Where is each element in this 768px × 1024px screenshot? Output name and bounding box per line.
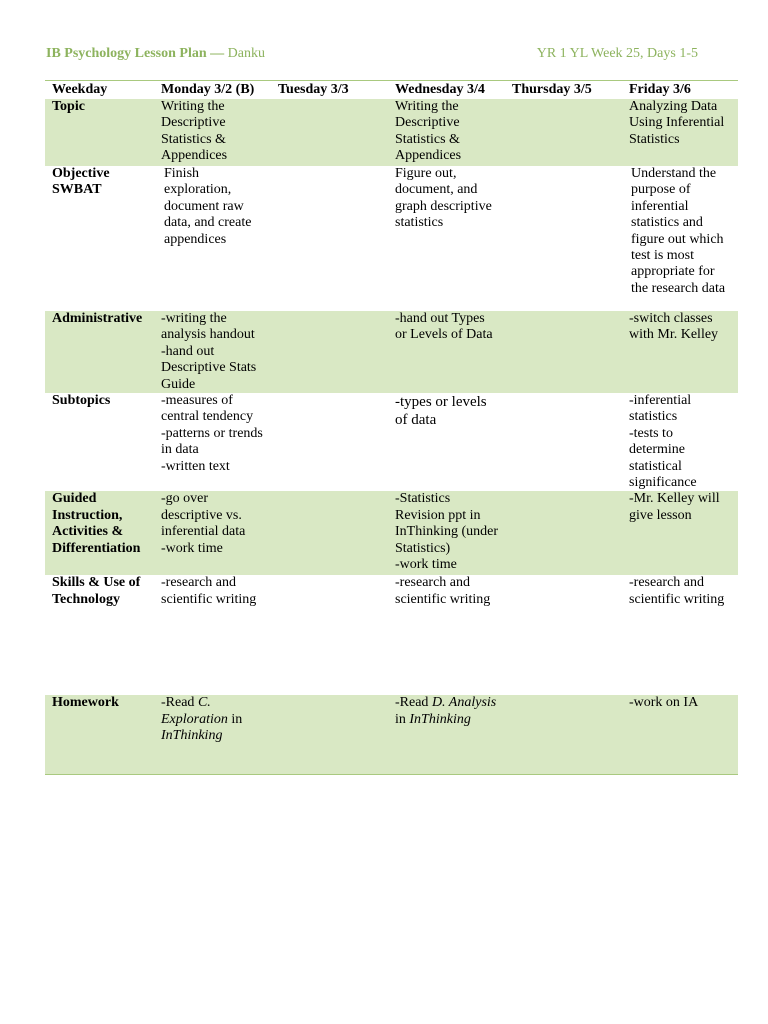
table-row-skills-technology bbox=[45, 575, 738, 695]
cell-subtopics-thursday bbox=[505, 393, 622, 491]
row-label-subtopics: Subtopics bbox=[52, 393, 111, 409]
column-header-tuesday: Tuesday 3/3 bbox=[271, 81, 388, 100]
table-row-administrative bbox=[45, 311, 738, 393]
cell-skills-tuesday bbox=[271, 575, 388, 695]
row-label-administrative: Administrative bbox=[45, 311, 154, 393]
document-title-author: Danku bbox=[224, 46, 265, 61]
cell-administrative-wednesday: -hand out Types or Levels of Data bbox=[388, 311, 505, 393]
cell-topic-wednesday: Writing the Descriptive Statistics & Appendices bbox=[388, 99, 505, 166]
cell-homework-tuesday bbox=[271, 695, 388, 774]
cell-administrative-monday: -writing the analysis handout -hand out Descriptive Stats Guide bbox=[154, 311, 271, 393]
cell-objective-monday: Finish exploration, document raw data, and create appendices bbox=[164, 166, 252, 247]
cell-subtopics-friday: -inferential statistics -tests to determine statistical significance bbox=[629, 393, 697, 491]
lesson-plan-table bbox=[45, 80, 738, 775]
cell-guided-monday: -go over descriptive vs. inferential data -work time bbox=[154, 491, 271, 575]
cell-objective-wednesday: Figure out, document, and graph descriptive statistics bbox=[395, 166, 492, 231]
table-row-topic bbox=[45, 99, 738, 166]
cell-subtopics-tuesday bbox=[271, 393, 388, 491]
cell-guided-thursday bbox=[505, 491, 622, 575]
cell-skills-friday: -research and scientific writing bbox=[629, 575, 725, 607]
column-header-friday: Friday 3/6 bbox=[622, 81, 738, 100]
row-label-objective: Objective SWBAT bbox=[52, 166, 110, 198]
cell-homework-thursday bbox=[505, 695, 622, 774]
cell-administrative-tuesday bbox=[271, 311, 388, 393]
cell-homework-friday: -work on IA bbox=[622, 695, 738, 774]
cell-topic-thursday bbox=[505, 99, 622, 166]
cell-subtopics-wednesday: -types or levels of data bbox=[395, 394, 487, 429]
cell-administrative-thursday bbox=[505, 311, 622, 393]
document-title bbox=[46, 46, 265, 62]
cell-objective-thursday bbox=[505, 166, 622, 311]
cell-objective-friday: Understand the purpose of inferential statistics and figure out which test is most appropriate for the research data bbox=[631, 166, 726, 296]
cell-homework-wednesday: -Read D. Analysis in InThinking bbox=[388, 695, 505, 774]
table-row-objective bbox=[45, 166, 738, 311]
cell-topic-tuesday bbox=[271, 99, 388, 166]
cell-subtopics-monday: -measures of central tendency -patterns or trends in data -written text bbox=[161, 393, 263, 474]
cell-topic-friday: Analyzing Data Using Inferential Statistics bbox=[622, 99, 738, 166]
cell-objective-tuesday bbox=[271, 166, 388, 311]
cell-skills-monday: -research and scientific writing bbox=[161, 575, 257, 607]
document-title-strong: IB Psychology Lesson Plan — bbox=[46, 46, 225, 61]
cell-skills-wednesday: -research and scientific writing bbox=[395, 575, 491, 607]
row-label-topic: Topic bbox=[45, 99, 154, 166]
cell-guided-friday: -Mr. Kelley will give lesson bbox=[622, 491, 738, 575]
row-label-skills-technology: Skills & Use of Technology bbox=[52, 575, 141, 607]
table-row-homework bbox=[45, 695, 738, 774]
table-header-row bbox=[45, 81, 738, 100]
column-header-thursday: Thursday 3/5 bbox=[505, 81, 622, 100]
week-label: YR 1 YL Week 25, Days 1-5 bbox=[536, 46, 698, 61]
table-row-guided-instruction bbox=[45, 491, 738, 575]
table-row-subtopics bbox=[45, 393, 738, 491]
row-label-guided-instruction: Guided Instruction, Activities & Differentiation bbox=[45, 491, 154, 575]
cell-topic-monday: Writing the Descriptive Statistics & Appendices bbox=[154, 99, 271, 166]
cell-skills-thursday bbox=[505, 575, 622, 695]
cell-homework-monday: -Read C. Exploration in InThinking bbox=[154, 695, 271, 774]
column-header-weekday: Weekday bbox=[45, 81, 154, 100]
cell-guided-tuesday bbox=[271, 491, 388, 575]
row-label-homework: Homework bbox=[45, 695, 154, 774]
cell-guided-wednesday: -Statistics Revision ppt in InThinking (under Statistics) -work time bbox=[388, 491, 505, 575]
column-header-wednesday: Wednesday 3/4 bbox=[388, 81, 505, 100]
cell-administrative-friday: -switch classes with Mr. Kelley bbox=[622, 311, 738, 393]
column-header-monday: Monday 3/2 (B) bbox=[154, 81, 271, 100]
page-header bbox=[46, 46, 722, 62]
